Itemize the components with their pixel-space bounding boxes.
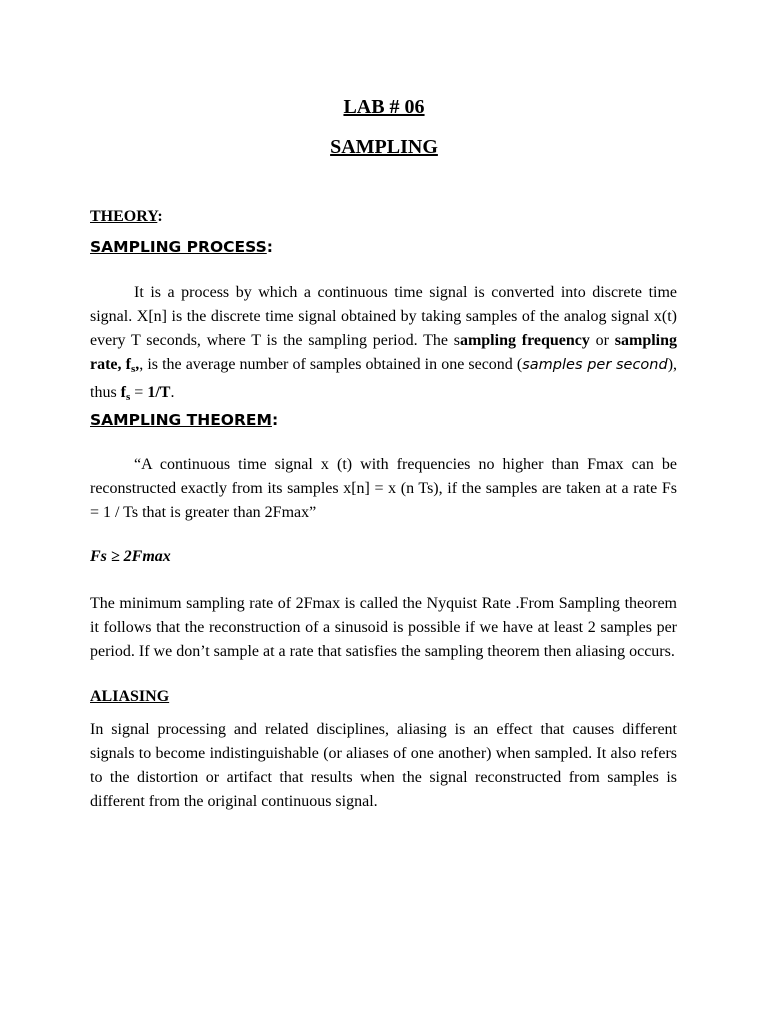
theory-colon: : xyxy=(157,208,163,225)
process-italic-samples-per-second: samples per second xyxy=(522,357,668,373)
sampling-theorem-quote: “A continuous time signal x (t) with frequencies no higher than Fmax can be reconstructed exactly from its samples x[n] = x (n Ts), if the samples are taken at a rate Fs = 1 / Ts that is greater than 2Fmax” xyxy=(90,456,677,521)
sampling-process-colon: : xyxy=(266,238,273,256)
process-text-4: ), thus xyxy=(90,356,678,401)
aliasing-heading: ALIASING xyxy=(90,688,170,705)
process-subscript-s-2: s xyxy=(126,391,131,403)
process-bold-sampling-frequency: ampling frequency xyxy=(459,332,590,349)
process-bold-1-over-t: 1/T xyxy=(147,384,171,401)
sampling-process-heading-text: SAMPLING PROCESS xyxy=(90,238,267,256)
theory-heading xyxy=(90,208,163,226)
process-bold-f: f xyxy=(120,384,126,401)
sampling-process-heading xyxy=(90,238,273,256)
lab-number-title: LAB # 06 xyxy=(343,96,425,118)
sampling-theorem-heading-text: SAMPLING THEOREM xyxy=(90,411,272,429)
aliasing-paragraph: In signal processing and related disciplines, aliasing is an effect that causes different signals to become indistinguishable (or aliases of one another) when sampled. It also refers to the distortion or artifact that results when the signal reconstructed from samples is different from the original continuous signal. xyxy=(90,721,677,810)
sampling-process-paragraph xyxy=(90,281,677,409)
process-subscript-s: s xyxy=(130,363,136,375)
process-text-1: It is a process by which a continuous time signal is converted into discrete time signal. X[n] is the discrete time signal obtained by taking samples of the analog signal x(t) every T seconds, where T is the sampling period. The s xyxy=(90,284,677,349)
process-text-5: = xyxy=(130,384,148,401)
process-bold-fs xyxy=(121,384,131,401)
sampling-theorem-colon: : xyxy=(271,411,279,429)
process-bold-sampling-rate-text: sampling rate, f xyxy=(90,332,678,373)
nyquist-paragraph: The minimum sampling rate of 2Fmax is called the Nyquist Rate .From Sampling theorem it follows that the reconstruction of a sinusoid is possible if we have at least 2 samples per period. If we don’t sample at a rate that satisfies the sampling theorem then aliasing occurs. xyxy=(90,595,677,660)
sampling-theorem-heading xyxy=(90,411,278,429)
process-text-3: , is the average number of samples obtained in one second ( xyxy=(139,356,523,373)
process-bold-comma: , xyxy=(135,356,140,373)
page-title: SAMPLING xyxy=(330,136,438,158)
theory-label: THEORY xyxy=(90,208,158,225)
process-text-6: . xyxy=(170,384,175,401)
nyquist-formula: Fs ≥ 2Fmax xyxy=(90,548,171,565)
process-text-2: or xyxy=(589,332,615,349)
